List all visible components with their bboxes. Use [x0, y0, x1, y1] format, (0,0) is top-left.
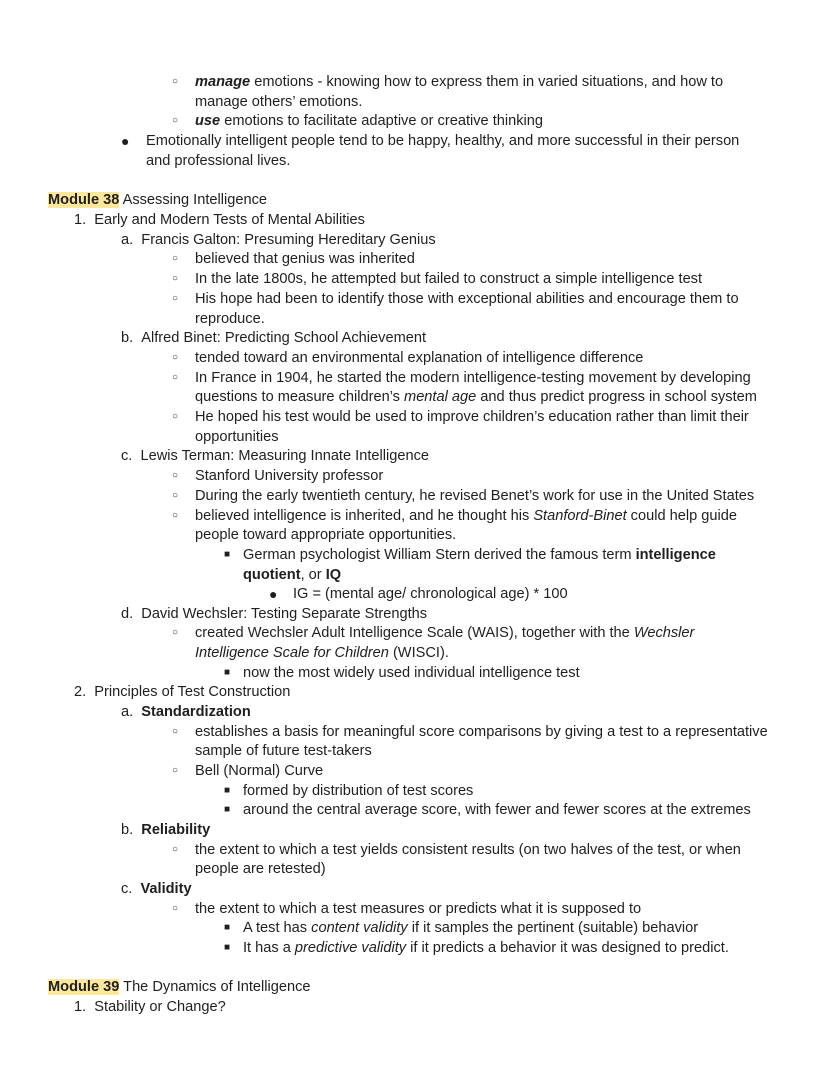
eq-use-line: use emotions to facilitate adaptive or creative thinking	[195, 113, 544, 129]
circle-bullet-icon: ○	[172, 726, 179, 737]
terman-heading: c. Lewis Terman: Measuring Innate Intelligence	[121, 448, 429, 464]
square-bullet-icon: ■	[224, 922, 231, 933]
standardization-bullet-2: Bell (Normal) Curve	[195, 763, 324, 779]
binet-bullet-1: tended toward an environmental explanation of intelligence difference	[195, 350, 644, 366]
circle-bullet-icon: ○	[172, 627, 179, 638]
square-bullet-icon: ■	[224, 942, 231, 953]
bell-curve-sub-1: formed by distribution of test scores	[243, 783, 474, 799]
section-2-heading: 2. Principles of Test Construction	[74, 684, 291, 700]
circle-bullet-icon: ○	[172, 510, 179, 521]
wechsler-heading: d. David Wechsler: Testing Separate Strengths	[121, 606, 428, 622]
wechsler-bullet-1-cont: Intelligence Scale for Children (WISCI).	[195, 645, 449, 661]
module-38-heading: Module 38 Assessing Intelligence	[48, 192, 268, 208]
square-bullet-icon: ■	[224, 549, 231, 560]
circle-bullet-icon: ○	[172, 115, 179, 126]
circle-bullet-icon: ○	[172, 490, 179, 501]
reliability-bullet-1-cont: people are retested)	[195, 861, 326, 877]
terman-bullet-3-cont: people toward appropriate opportunities.	[195, 527, 457, 543]
dot-bullet-icon: ●	[269, 586, 278, 602]
terman-bullet-2: During the early twentieth century, he revised Benet’s work for use in the United States	[195, 488, 755, 504]
wechsler-sub-1: now the most widely used individual intelligence test	[243, 665, 580, 681]
iq-formula: IG = (mental age/ chronological age) * 100	[293, 586, 568, 602]
section-1-heading: 1. Early and Modern Tests of Mental Abilities	[74, 212, 365, 228]
galton-bullet-1: believed that genius was inherited	[195, 251, 415, 267]
circle-bullet-icon: ○	[172, 844, 179, 855]
validity-sub-1: A test has content validity if it samples the pertinent (suitable) behavior	[243, 920, 699, 936]
module-39-section-1: 1. Stability or Change?	[74, 999, 226, 1015]
terman-bullet-3: believed intelligence is inherited, and he thought his Stanford-Binet could help guide	[195, 508, 737, 524]
binet-bullet-2: In France in 1904, he started the modern intelligence-testing movement by developing	[195, 370, 751, 386]
circle-bullet-icon: ○	[172, 352, 179, 363]
circle-bullet-icon: ○	[172, 765, 179, 776]
circle-bullet-icon: ○	[172, 903, 179, 914]
validity-sub-2: It has a predictive validity if it predicts a behavior it was designed to predict.	[243, 940, 729, 956]
validity-bullet-1: the extent to which a test measures or predicts what it is supposed to	[195, 901, 642, 917]
bell-curve-sub-2: around the central average score, with fewer and fewer scores at the extremes	[243, 802, 751, 818]
circle-bullet-icon: ○	[172, 372, 179, 383]
circle-bullet-icon: ○	[172, 253, 179, 264]
eq-happy-cont: and professional lives.	[146, 153, 291, 169]
circle-bullet-icon: ○	[172, 470, 179, 481]
standardization-bullet-1: establishes a basis for meaningful score comparisons by giving a test to a representative	[195, 724, 768, 740]
dot-bullet-icon: ●	[121, 133, 130, 149]
stern-line: German psychologist William Stern derived the famous term intelligence	[243, 547, 716, 563]
square-bullet-icon: ■	[224, 785, 231, 796]
validity-heading: c. Validity	[121, 881, 192, 897]
wechsler-bullet-1: created Wechsler Adult Intelligence Scale (WAIS), together with the Wechsler	[195, 625, 695, 641]
binet-heading: b. Alfred Binet: Predicting School Achievement	[121, 330, 427, 346]
square-bullet-icon: ■	[224, 804, 231, 815]
galton-bullet-2: In the late 1800s, he attempted but failed to construct a simple intelligence test	[195, 271, 703, 287]
circle-bullet-icon: ○	[172, 411, 179, 422]
binet-bullet-3-cont: opportunities	[195, 429, 279, 445]
circle-bullet-icon: ○	[172, 293, 179, 304]
binet-bullet-2-cont: questions to measure children’s mental age and thus predict progress in school system	[195, 389, 757, 405]
galton-bullet-3-cont: reproduce.	[195, 311, 265, 327]
circle-bullet-icon: ○	[172, 76, 179, 87]
galton-heading: a. Francis Galton: Presuming Hereditary Genius	[121, 232, 436, 248]
stern-line-cont: quotient, or IQ	[243, 567, 342, 583]
standardization-bullet-1-cont: sample of future test-takers	[195, 743, 372, 759]
square-bullet-icon: ■	[224, 667, 231, 678]
eq-happy-line: Emotionally intelligent people tend to be happy, healthy, and more successful in their person	[146, 133, 740, 149]
binet-bullet-3: He hoped his test would be used to improve children’s education rather than limit their	[195, 409, 749, 425]
galton-bullet-3: His hope had been to identify those with exceptional abilities and encourage them to	[195, 291, 739, 307]
reliability-bullet-1: the extent to which a test yields consistent results (on two halves of the test, or when	[195, 842, 741, 858]
circle-bullet-icon: ○	[172, 273, 179, 284]
eq-manage-cont: manage others’ emotions.	[195, 94, 363, 110]
eq-manage-line: manage emotions - knowing how to express them in varied situations, and how to	[195, 74, 724, 90]
reliability-heading: b. Reliability	[121, 822, 211, 838]
standardization-heading: a. Standardization	[121, 704, 251, 720]
terman-bullet-1: Stanford University professor	[195, 468, 384, 484]
module-39-heading: Module 39 The Dynamics of Intelligence	[48, 979, 311, 995]
